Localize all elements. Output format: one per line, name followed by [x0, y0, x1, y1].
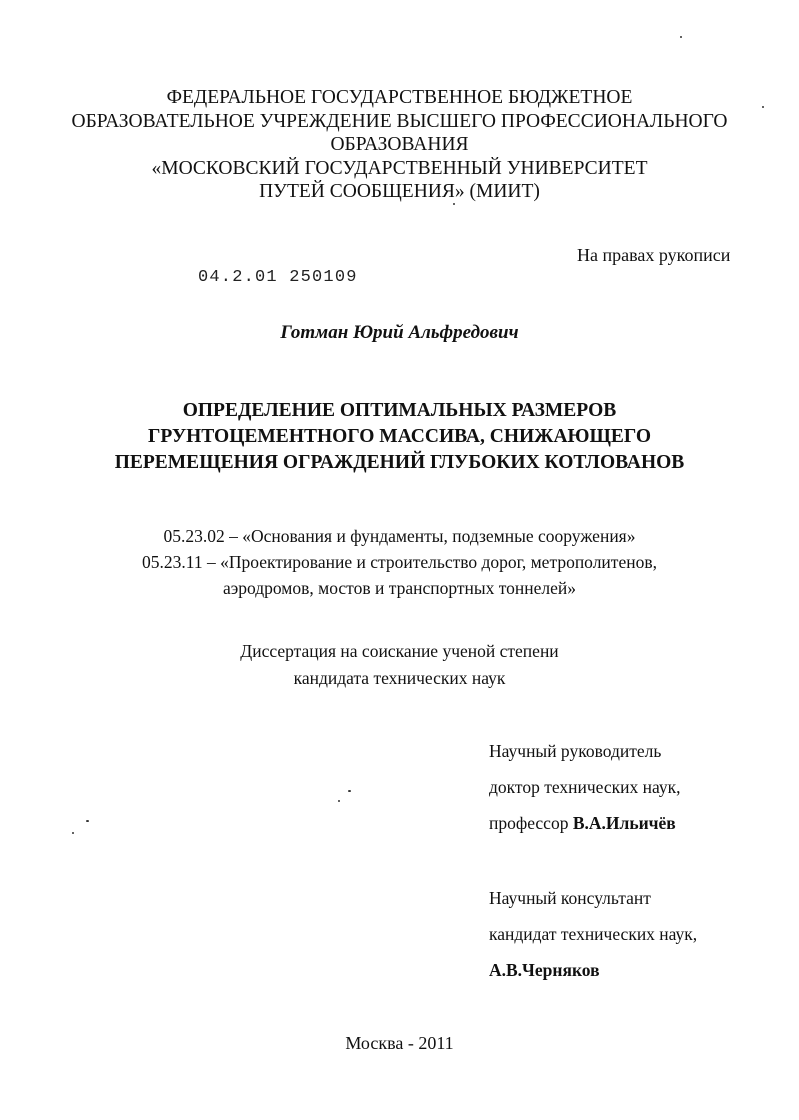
scan-speck — [72, 832, 74, 834]
scan-speck — [86, 820, 89, 822]
consultant-block — [489, 880, 697, 988]
scan-speck — [338, 800, 340, 802]
supervisor-block — [489, 733, 681, 841]
institution-line: ОБРАЗОВАТЕЛЬНОЕ УЧРЕЖДЕНИЕ ВЫСШЕГО ПРОФЕССИОНАЛЬНОГО — [71, 110, 728, 132]
scan-speck — [680, 36, 682, 38]
scan-speck — [762, 106, 764, 108]
author-name: Готман Юрий Альфредович — [280, 322, 519, 343]
supervisor-position: профессор — [489, 813, 569, 833]
title-line: ГРУНТОЦЕМЕНТНОГО МАССИВА, СНИЖАЮЩЕГО — [148, 426, 651, 447]
institution-line: ФЕДЕРАЛЬНОЕ ГОСУДАРСТВЕННОЕ БЮДЖЕТНОЕ — [166, 87, 633, 108]
specialty-line: аэродромов, мостов и транспортных тоннелей» — [222, 578, 577, 598]
specialties — [0, 523, 799, 601]
supervisor-line — [489, 805, 681, 841]
supervisor-name: В.А.Ильичёв — [572, 813, 676, 833]
institution-header — [0, 86, 799, 204]
specialty-line: 05.23.11 – «Проектирование и строительство дорог, метрополитенов, — [142, 552, 657, 572]
scan-speck — [348, 790, 351, 792]
supervisor-role: Научный руководитель — [489, 741, 662, 761]
consultant-role: Научный консультант — [489, 888, 651, 908]
scan-speck — [453, 203, 455, 205]
title-line: ОПРЕДЕЛЕНИЕ ОПТИМАЛЬНЫХ РАЗМЕРОВ — [182, 400, 617, 421]
dissertation-title — [0, 398, 799, 476]
degree-line: Диссертация на соискание ученой степени — [240, 641, 559, 661]
degree-line: кандидата технических наук — [293, 668, 506, 688]
institution-line: «МОСКОВСКИЙ ГОСУДАРСТВЕННЫЙ УНИВЕРСИТЕТ — [151, 157, 648, 179]
rights-note: На правах рукописи — [577, 245, 731, 265]
degree-statement — [0, 638, 799, 692]
stamp-number: 04.2.01 250109 — [198, 268, 358, 287]
consultant-name: А.В.Черняков — [489, 960, 600, 980]
city-year: Москва - 2011 — [345, 1033, 454, 1053]
supervisor-degree: доктор технических наук, — [489, 777, 681, 797]
consultant-degree: кандидат технических наук, — [489, 924, 698, 944]
institution-line: ПУТЕЙ СООБЩЕНИЯ» (МИИТ) — [259, 181, 540, 202]
institution-line: ОБРАЗОВАНИЯ — [330, 134, 469, 155]
title-line: ПЕРЕМЕЩЕНИЯ ОГРАЖДЕНИЙ ГЛУБОКИХ КОТЛОВАНОВ — [114, 452, 685, 473]
specialty-line: 05.23.02 – «Основания и фундаменты, подземные сооружения» — [163, 526, 636, 546]
